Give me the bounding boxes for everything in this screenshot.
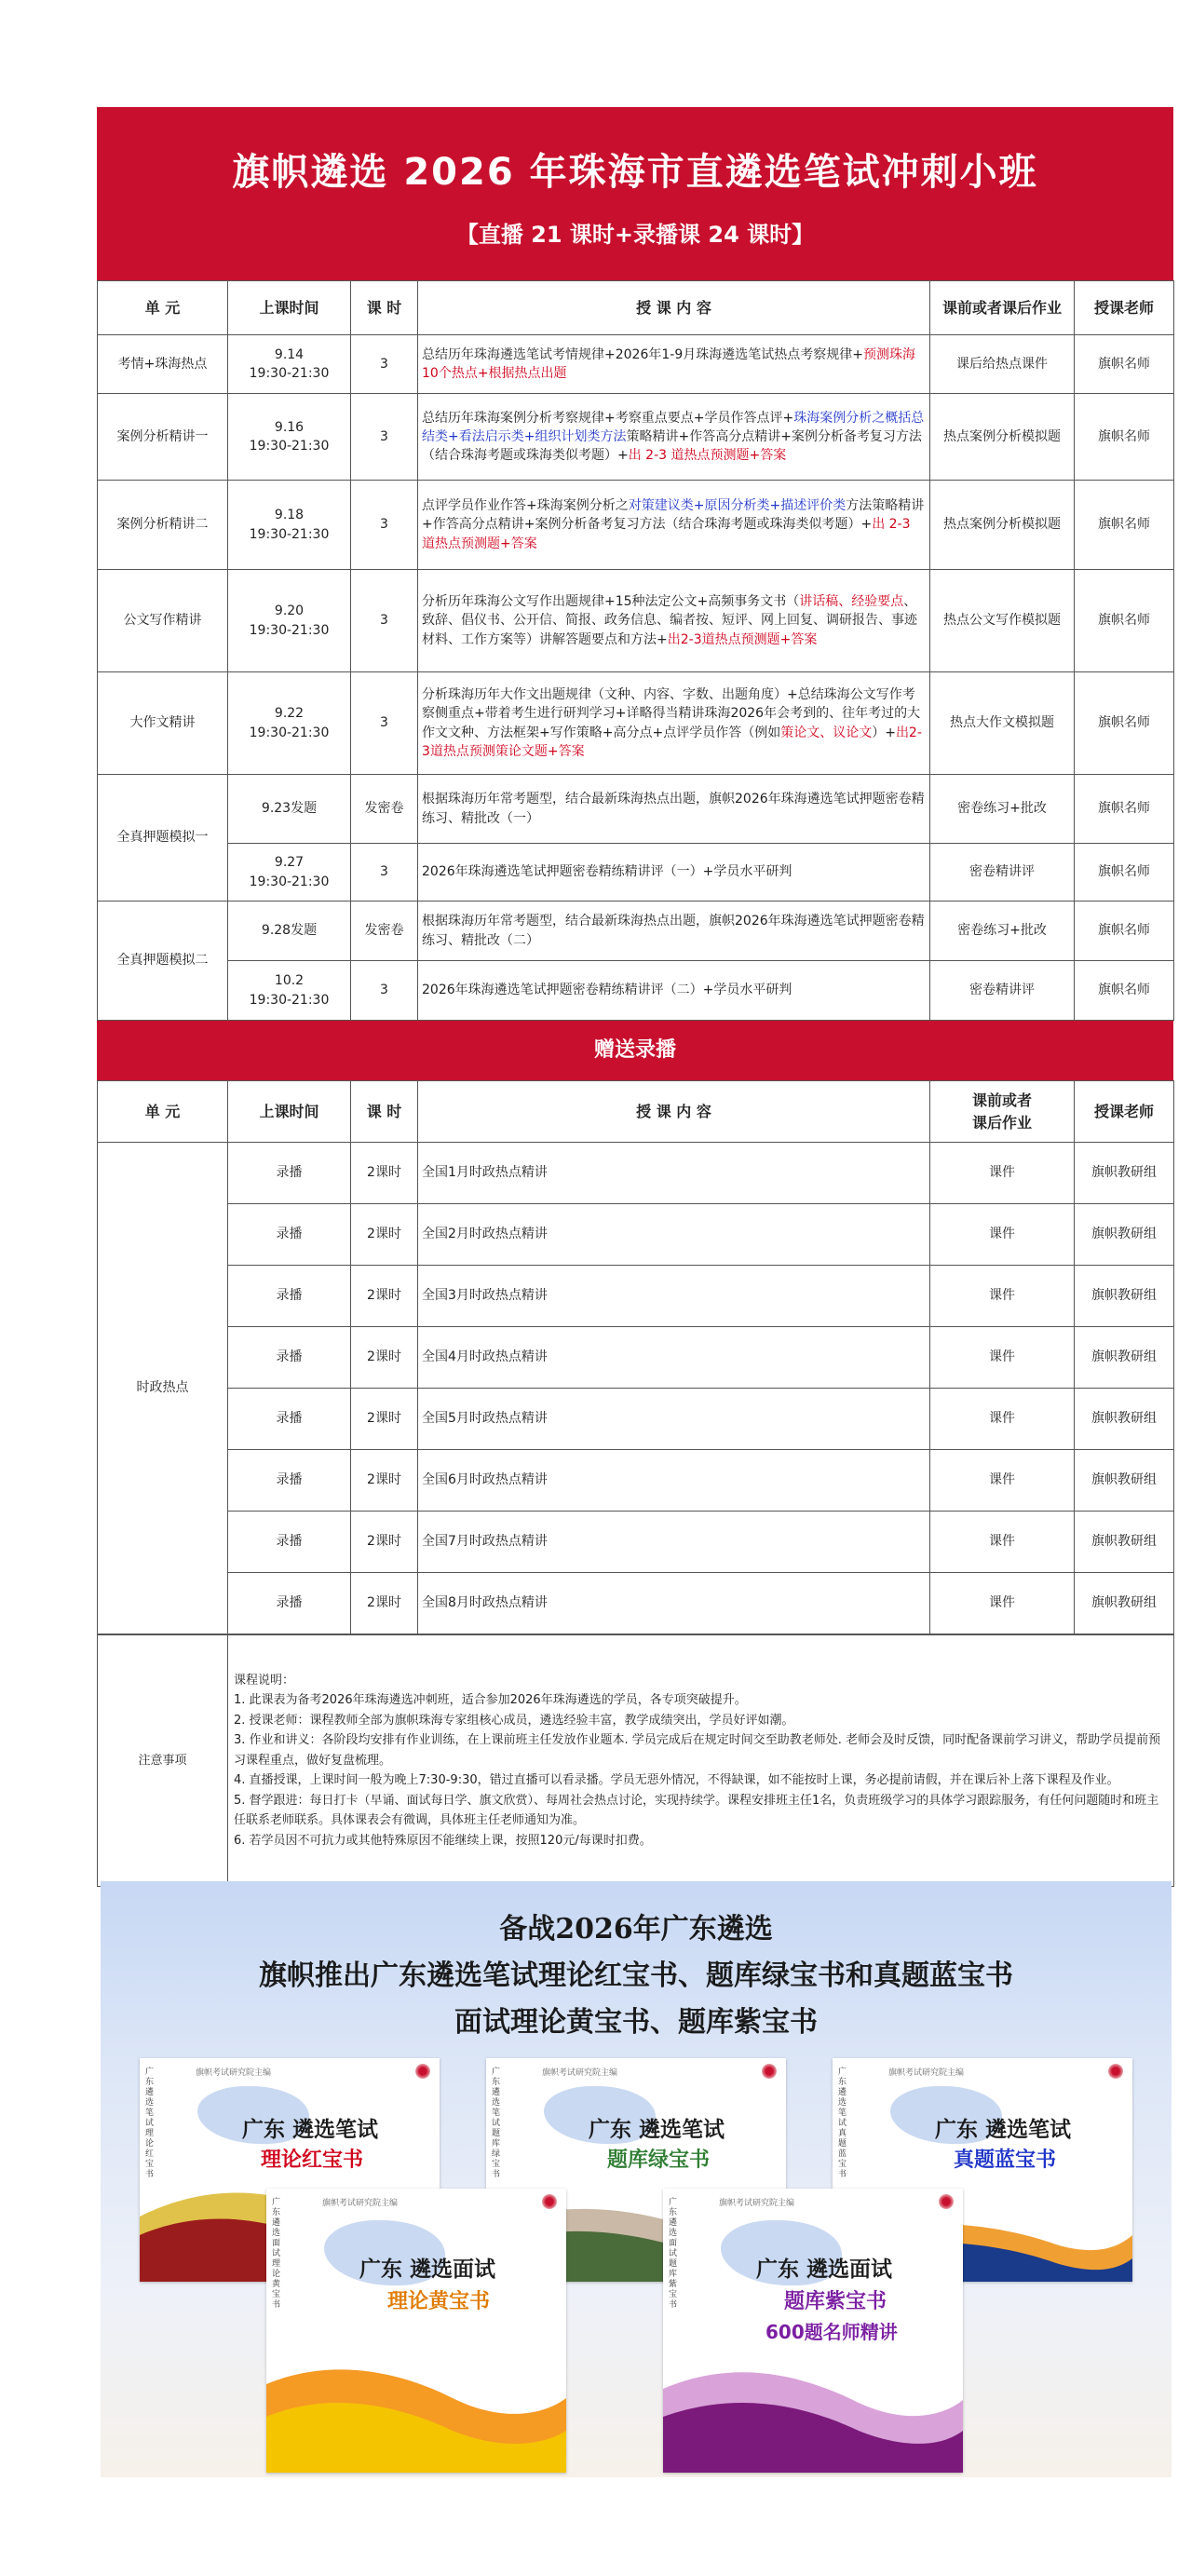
teacher-cell: 旗帜教研组 xyxy=(1075,1512,1174,1573)
teacher-cell: 旗帜名师 xyxy=(1075,570,1174,672)
logo-icon xyxy=(1108,2064,1123,2079)
book-publisher: 旗帜考试研究院主编 xyxy=(542,2068,618,2078)
content-cell: 全国5月时政热点精讲 xyxy=(418,1389,930,1450)
teacher-cell: 旗帜名师 xyxy=(1075,672,1174,775)
unit-cell: 案例分析精讲二 xyxy=(98,481,228,570)
book-spine-text: 广东遴选笔试理论红宝书 xyxy=(145,2068,155,2179)
homework-cell: 热点案例分析模拟题 xyxy=(930,394,1075,481)
content-cell: 全国7月时政热点精讲 xyxy=(418,1512,930,1573)
book-publisher: 旗帜考试研究院主编 xyxy=(719,2199,795,2208)
time-cell: 9.20 19:30-21:30 xyxy=(228,570,351,672)
header-content: 授 课 内 容 xyxy=(418,281,930,335)
content-cell: 分析珠海历年大作文出题规律（文种、内容、字数、出题角度）+总结珠海公文写作考察侧重点+带着考生进行研判学习+详略得当精讲珠海2026年会考到的、往年考过的大作文文种、方法框架+写作策略+高分点+点评学员作答（例如策论文、议论文）+出2-3道热点预测策论文题+答案 xyxy=(418,672,930,775)
book-yellow xyxy=(266,2189,566,2473)
table-row xyxy=(98,335,1174,394)
note-line: 6. 若学员因不可抗力或其他特殊原因不能继续上课，按照120元/每课时扣费。 xyxy=(234,1833,652,1848)
hours-cell: 发密卷 xyxy=(351,902,418,961)
hours-cell: 3 xyxy=(351,844,418,902)
hours-cell: 3 xyxy=(351,672,418,775)
time-cell: 录播 xyxy=(228,1573,351,1634)
teacher-cell: 旗帜名师 xyxy=(1075,394,1174,481)
teacher-cell: 旗帜名师 xyxy=(1075,481,1174,570)
content-cell: 总结历年珠海案例分析考察规律+考察重点要点+学员作答点评+珠海案例分析之概括总结类+看法启示类+组织计划类方法策略精讲+作答高分点精讲+案例分析备考复习方法（结合珠海考题或珠海类似考题）+出 2-3 道热点预测题+答案 xyxy=(418,394,930,481)
promo-title-3: 面试理论黄宝书、题库紫宝书 xyxy=(454,2006,818,2039)
time-cell: 录播 xyxy=(228,1204,351,1266)
table-row xyxy=(98,1327,1174,1389)
homework-cell: 课件 xyxy=(930,1512,1075,1573)
time-cell: 录播 xyxy=(228,1389,351,1450)
homework-cell: 热点案例分析模拟题 xyxy=(930,481,1075,570)
notes-content xyxy=(228,1635,1174,1887)
content-cell: 全国6月时政热点精讲 xyxy=(418,1450,930,1512)
unit-cell: 时政热点 xyxy=(98,1143,228,1634)
content-cell: 分析历年珠海公文写作出题规律+15种法定公文+高频事务文书（讲话稿、经验要点、致辞、倡仪书、公开信、简报、政务信息、编者按、短评、网上回复、调研报告、事迹材料、工作方案等）讲解答题要点和方法+出2-3道热点预测题+答案 xyxy=(418,570,930,672)
bonus-header-row xyxy=(98,1081,1174,1143)
hours-cell: 2课时 xyxy=(351,1204,418,1266)
table-row xyxy=(98,1389,1174,1450)
time-cell: 9.27 19:30-21:30 xyxy=(228,844,351,902)
header-homework: 课前或者课后作业 xyxy=(930,281,1075,335)
homework-cell: 课件 xyxy=(930,1327,1075,1389)
time-cell: 9.14 19:30-21:30 xyxy=(228,335,351,394)
book-title: 广东 遴选笔试 xyxy=(589,2118,725,2142)
unit-cell: 全真押题模拟二 xyxy=(98,902,228,1021)
time-cell: 9.28发题 xyxy=(228,902,351,961)
notes-label: 注意事项 xyxy=(98,1635,228,1887)
teacher-cell: 旗帜名师 xyxy=(1075,844,1174,902)
note-line: 2. 授课老师：课程教师全部为旗帜珠海专家组核心成员，遴选经验丰富，教学成绩突出，学员好评如潮。 xyxy=(234,1713,794,1728)
content-cell: 全国3月时政热点精讲 xyxy=(418,1266,930,1327)
notes-table xyxy=(97,1634,1174,1887)
table-row xyxy=(98,1573,1174,1634)
header-content: 授 课 内 容 xyxy=(418,1081,930,1143)
table-row xyxy=(98,570,1174,672)
teacher-cell: 旗帜教研组 xyxy=(1075,1389,1174,1450)
promo-banner xyxy=(101,1881,1172,2477)
table-row xyxy=(98,1204,1174,1266)
book-title: 广东 遴选笔试 xyxy=(242,2118,379,2142)
table-row xyxy=(98,672,1174,775)
table-row xyxy=(98,481,1174,570)
table-row xyxy=(98,961,1174,1021)
homework-cell: 课件 xyxy=(930,1143,1075,1204)
header-teacher: 授课老师 xyxy=(1075,1081,1174,1143)
hours-cell: 3 xyxy=(351,961,418,1021)
time-cell: 9.18 19:30-21:30 xyxy=(228,481,351,570)
content-cell: 根据珠海历年常考题型，结合最新珠海热点出题，旗帜2026年珠海遴选笔试押题密卷精练习、精批改（二） xyxy=(418,902,930,961)
header-time: 上课时间 xyxy=(228,1081,351,1143)
note-line: 5. 督学跟进：每日打卡（早诵、面试每日学、旗文欣赏）、每周社会热点讨论，实现持续学。课程安排班主任1名，负责班级学习的具体学习跟踪服务，有任何问题随时和班主任联系老师联系。具体课表会有微调，具体班主任老师通知为准。 xyxy=(234,1793,1159,1828)
content-cell: 总结历年珠海遴选笔试考情规律+2026年1-9月珠海遴选笔试热点考察规律+预测珠海10个热点+根据热点出题 xyxy=(418,335,930,394)
header-hours: 课 时 xyxy=(351,281,418,335)
book-publisher: 旗帜考试研究院主编 xyxy=(888,2068,965,2078)
book-spine-text: 广东遴选笔试题库绿宝书 xyxy=(492,2068,501,2179)
unit-cell: 考情+珠海热点 xyxy=(98,335,228,394)
table-row xyxy=(98,902,1174,961)
recorded-schedule-table xyxy=(97,1080,1174,1634)
book-spine-text: 广东遴选面试理论黄宝书 xyxy=(272,2198,281,2310)
hours-cell: 发密卷 xyxy=(351,775,418,844)
table-row xyxy=(98,775,1174,844)
hours-cell: 3 xyxy=(351,394,418,481)
homework-cell: 密卷练习+批改 xyxy=(930,902,1075,961)
note-line: 4. 直播授课，上课时间一般为晚上7:30-9:30，错过直播可以看录播。学员无惡外情况，不得缺课，如不能按时上课，务必提前请假，并在课后补上落下课程及作业。 xyxy=(234,1773,1119,1788)
note-line: 3. 作业和讲义：各阶段均安排有作业训练，在上课前班主任发放作业题本. 学员完成后在规定时间交至助教老师处. 老师会及时反馈，同时配备课前学习讲义，帮助学员提前预习课程重点，做好复盘梳理。 xyxy=(234,1733,1161,1768)
hours-cell: 2课时 xyxy=(351,1327,418,1389)
hours-cell: 3 xyxy=(351,570,418,672)
book-subtitle: 理论红宝书 xyxy=(261,2149,364,2172)
page-title: 旗帜遴选 2026 年珠海市直遴选笔试冲刺小班 xyxy=(232,151,1038,194)
homework-cell: 热点公文写作模拟题 xyxy=(930,570,1075,672)
book-spine-text: 广东遴选面试题库紫宝书 xyxy=(669,2198,678,2310)
content-cell: 全国2月时政热点精讲 xyxy=(418,1204,930,1266)
unit-cell: 大作文精讲 xyxy=(98,672,228,775)
header-hours: 课 时 xyxy=(351,1081,418,1143)
book-subtitle: 题库绿宝书 xyxy=(607,2149,711,2172)
table-row xyxy=(98,1266,1174,1327)
book-title: 广东 遴选面试 xyxy=(756,2257,893,2282)
homework-cell: 密卷练习+批改 xyxy=(930,775,1075,844)
unit-cell: 全真押题模拟一 xyxy=(98,775,228,902)
content-cell: 全国8月时政热点精讲 xyxy=(418,1573,930,1634)
homework-cell: 课件 xyxy=(930,1389,1075,1450)
hours-cell: 2课时 xyxy=(351,1266,418,1327)
time-cell: 9.23发题 xyxy=(228,775,351,844)
table-row xyxy=(98,1143,1174,1204)
content-cell: 根据珠海历年常考题型，结合最新珠海热点出题，旗帜2026年珠海遴选笔试押题密卷精练习、精批改（一） xyxy=(418,775,930,844)
hours-cell: 2课时 xyxy=(351,1389,418,1450)
time-cell: 10.2 19:30-21:30 xyxy=(228,961,351,1021)
time-cell: 录播 xyxy=(228,1512,351,1573)
bonus-banner: 赠送录播 xyxy=(97,1021,1173,1080)
teacher-cell: 旗帜名师 xyxy=(1075,775,1174,844)
homework-cell: 课件 xyxy=(930,1450,1075,1512)
homework-cell: 课件 xyxy=(930,1573,1075,1634)
homework-cell: 课件 xyxy=(930,1204,1075,1266)
book-publisher: 旗帜考试研究院主编 xyxy=(322,2199,399,2208)
promo-title-1: 备战2026年广东遴选 xyxy=(499,1913,773,1946)
hours-cell: 2课时 xyxy=(351,1450,418,1512)
hours-cell: 2课时 xyxy=(351,1573,418,1634)
time-cell: 9.16 19:30-21:30 xyxy=(228,394,351,481)
table-row xyxy=(98,844,1174,902)
teacher-cell: 旗帜名师 xyxy=(1075,335,1174,394)
homework-cell: 密卷精讲评 xyxy=(930,844,1075,902)
wave-decoration xyxy=(266,2333,566,2473)
book-subtitle: 真题蓝宝书 xyxy=(954,2149,1057,2172)
unit-cell: 案例分析精讲一 xyxy=(98,394,228,481)
course-schedule-document xyxy=(97,107,1173,1887)
logo-icon xyxy=(939,2194,954,2209)
book-title: 广东 遴选笔试 xyxy=(935,2118,1072,2142)
logo-icon xyxy=(415,2064,430,2079)
content-cell: 2026年珠海遴选笔试押题密卷精练精讲评（二）+学员水平研判 xyxy=(418,961,930,1021)
teacher-cell: 旗帜教研组 xyxy=(1075,1573,1174,1634)
hours-cell: 2课时 xyxy=(351,1143,418,1204)
page-subtitle: 【直播 21 课时+录播课 24 课时】 xyxy=(455,222,815,248)
teacher-cell: 旗帜教研组 xyxy=(1075,1327,1174,1389)
content-cell: 2026年珠海遴选笔试押题密卷精练精讲评（一）+学员水平研判 xyxy=(418,844,930,902)
teacher-cell: 旗帜名师 xyxy=(1075,961,1174,1021)
time-cell: 9.22 19:30-21:30 xyxy=(228,672,351,775)
live-schedule-table xyxy=(97,280,1174,1021)
header-unit: 单 元 xyxy=(98,281,228,335)
homework-cell: 课后给热点课件 xyxy=(930,335,1075,394)
book-subtitle: 理论黄宝书 xyxy=(387,2290,491,2313)
header-teacher: 授课老师 xyxy=(1075,281,1174,335)
logo-icon xyxy=(542,2194,557,2209)
table-row xyxy=(98,1450,1174,1512)
note-line: 课程说明： xyxy=(234,1674,295,1688)
table-row xyxy=(98,394,1174,481)
time-cell: 录播 xyxy=(228,1327,351,1389)
schedule-header-row xyxy=(98,281,1174,335)
hours-cell: 3 xyxy=(351,481,418,570)
content-cell: 全国1月时政热点精讲 xyxy=(418,1143,930,1204)
teacher-cell: 旗帜名师 xyxy=(1075,902,1174,961)
header-unit: 单 元 xyxy=(98,1081,228,1143)
time-cell: 录播 xyxy=(228,1143,351,1204)
homework-cell: 课件 xyxy=(930,1266,1075,1327)
book-publisher: 旗帜考试研究院主编 xyxy=(196,2068,272,2078)
book-purple xyxy=(663,2189,963,2473)
time-cell: 录播 xyxy=(228,1450,351,1512)
header-homework: 课前或者 课后作业 xyxy=(930,1081,1075,1143)
teacher-cell: 旗帜教研组 xyxy=(1075,1143,1174,1204)
promo-title-2: 旗帜推出广东遴选笔试理论红宝书、题库绿宝书和真题蓝宝书 xyxy=(259,1959,1013,1992)
content-cell: 点评学员作业作答+珠海案例分析之对策建议类+原因分析类+描述评价类方法策略精讲+作答高分点精讲+案例分析备考复习方法（结合珠海考题或珠海类似考题）+出 2-3 道热点预测题+答案 xyxy=(418,481,930,570)
homework-cell: 密卷精讲评 xyxy=(930,961,1075,1021)
book-title: 广东 遴选面试 xyxy=(359,2257,496,2282)
table-row xyxy=(98,1512,1174,1573)
header-banner xyxy=(97,107,1173,280)
time-cell: 录播 xyxy=(228,1266,351,1327)
logo-icon xyxy=(762,2064,777,2079)
homework-cell: 热点大作文模拟题 xyxy=(930,672,1075,775)
content-cell: 全国4月时政热点精讲 xyxy=(418,1327,930,1389)
hours-cell: 3 xyxy=(351,335,418,394)
teacher-cell: 旗帜教研组 xyxy=(1075,1204,1174,1266)
hours-cell: 2课时 xyxy=(351,1512,418,1573)
book-spine-text: 广东遴选笔试真题蓝宝书 xyxy=(838,2068,847,2179)
book-subtitle: 题库紫宝书 xyxy=(784,2290,887,2313)
teacher-cell: 旗帜教研组 xyxy=(1075,1450,1174,1512)
note-line: 1. 此课表为备考2026年珠海遴选冲刺班，适合参加2026年珠海遴选的学员，各专项突破提升。 xyxy=(234,1693,747,1708)
wave-decoration xyxy=(663,2342,963,2473)
header-time: 上课时间 xyxy=(228,281,351,335)
teacher-cell: 旗帜教研组 xyxy=(1075,1266,1174,1327)
book-tagline: 600题名师精讲 xyxy=(765,2321,898,2343)
unit-cell: 公文写作精讲 xyxy=(98,570,228,672)
